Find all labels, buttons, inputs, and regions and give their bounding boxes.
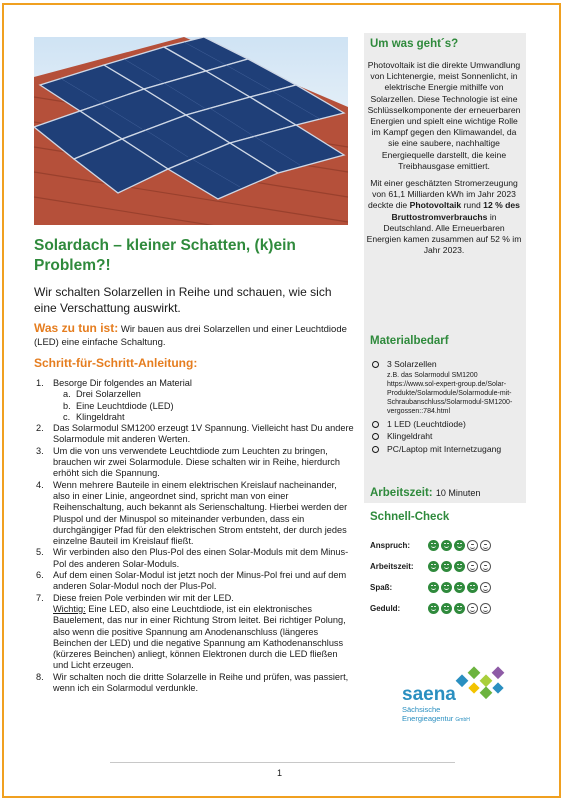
- list-item: 5. Wir verbinden also den Plus-Pol des einen Solar-Moduls mit dem Minus-Pol des anderen Solar-Moduls.: [36, 547, 349, 569]
- smiley-filled-icon: [428, 540, 439, 551]
- list-subitem: b. Eine Leuchtdiode (LED): [63, 400, 174, 411]
- worktime-value: 10 Minuten: [435, 488, 481, 498]
- saena-logo: [398, 662, 516, 728]
- logo-brand: saena: [402, 684, 456, 705]
- smiley-filled-icon: [467, 582, 478, 593]
- list-item: 3. Um die von uns verwendete Leuchtdiode zum Leuchten zu bringen, brauchen wir zwei Solarmodule. Diese schalten wir in Reihe, hierdurch erhöht sich die Spannung.: [36, 445, 340, 479]
- bullet-circle-icon: [372, 446, 379, 453]
- solar-roof-photo: [34, 37, 348, 225]
- list-item: 1. Besorge Dir folgendes an Material: [36, 378, 192, 388]
- steps-heading: Schritt-für-Schritt-Anleitung:: [34, 356, 198, 370]
- page-number: 1: [276, 768, 282, 778]
- note-label: Wichtig:: [53, 603, 86, 614]
- list-subitem: c. Klingeldraht: [63, 411, 125, 422]
- rating-faces: [428, 603, 491, 614]
- lead-paragraph: Wir schalten Solarzellen in Reihe und schauen, wie sich eine Verschattung auswirkt.: [34, 285, 332, 315]
- quick-check-heading: Schnell-Check: [370, 511, 450, 523]
- footer-divider: [110, 762, 455, 763]
- about-heading: Um was geht´s?: [370, 38, 459, 50]
- smiley-filled-icon: [441, 540, 452, 551]
- page-title: Solardach – kleiner Schatten, (k)ein Problem?!: [34, 237, 296, 274]
- rating-row: [370, 535, 530, 555]
- solar-roof-illustration: [34, 37, 348, 225]
- logo-line-2: Energieagentur GmbH: [402, 714, 470, 723]
- task-text: Wir bauen aus drei Solarzellen und einer Leuchtdiode (LED) eine einfache Schaltung.: [34, 324, 347, 348]
- smiley-filled-icon: [454, 603, 465, 614]
- list-item: 6. Auf dem einen Solar-Modul ist jetzt noch der Minus-Pol frei und auf dem anderen Solar-Modul noch der Plus-Pol.: [36, 570, 347, 592]
- smiley-filled-icon: [428, 561, 439, 572]
- about-paragraph-1: Photovoltaik ist die direkte Umwandlung von Lichtenergie, meist Sonnenlicht, in elektrische Energie mithilfe von Solarzellen. Diese Technologie ist eine Schlüsselkomponente der erneuerbaren Energien und spielt eine wichtige Rolle im Kampf gegen den Klimawandel, da sie eine saubere, nachhaltige Energiequelle darstellt, die keine Treibhausgase emittiert.: [367, 60, 521, 171]
- materials-heading: Materialbedarf: [370, 335, 449, 347]
- rating-faces: [428, 540, 491, 551]
- bullet-circle-icon: [372, 421, 379, 428]
- rating-row: [370, 598, 530, 618]
- about-paragraph-2: Mit einer geschätzten Stromerzeugung von 61,1 Milliarden kWh im Jahr 2023 deckte die Photovoltaik rund 12 % des Bruttostromverbrauchs in Deutschland. Alle Erneuerbaren Energien kamen zusammen auf 52 % im Jahr 2023.: [366, 178, 522, 256]
- smiley-outline-icon: [480, 582, 491, 593]
- smiley-outline-icon: [480, 561, 491, 572]
- bullet-circle-icon: [372, 433, 379, 440]
- smiley-filled-icon: [454, 582, 465, 593]
- rating-row: [370, 556, 530, 576]
- steps-list: [34, 378, 354, 694]
- task-label: Was zu tun ist:: [34, 321, 119, 335]
- rating-faces: [428, 582, 491, 593]
- about-text: [366, 60, 522, 262]
- note-text: Eine LED, also eine Leuchtdiode, ist ein elektronisches Bauelement, das nur in einer Richtung Strom leitet. Bei richtiger Polung, also wenn die positive Spannung am Anodenanschluss (längeres Beinchen der LED) und die negative Spannung am Kathodenanschluss (kürzeres Beinchen) anliegt, können Elektronen durch die LED fließen und Licht erzeugen.: [53, 603, 346, 671]
- rating-faces: [428, 561, 491, 572]
- worktime: [370, 487, 480, 499]
- list-item: 2. Das Solarmodul SM1200 erzeugt 1V Spannung. Vielleicht hast Du andere Solarmodule mit anderen Werten.: [36, 423, 354, 445]
- list-item: 3 Solarzellen: [370, 359, 520, 370]
- bullet-circle-icon: [372, 361, 379, 368]
- smiley-outline-icon: [480, 603, 491, 614]
- materials-list: [370, 359, 520, 456]
- rating-label: Geduld:: [370, 603, 401, 613]
- smiley-filled-icon: [441, 582, 452, 593]
- smiley-filled-icon: [428, 603, 439, 614]
- rating-row: [370, 577, 530, 597]
- rating-label: Spaß:: [370, 582, 393, 592]
- worktime-label: Arbeitszeit:: [370, 487, 433, 499]
- logo-line-1: Sächsische: [402, 705, 441, 714]
- smiley-outline-icon: [467, 561, 478, 572]
- smiley-filled-icon: [454, 561, 465, 572]
- task-paragraph: [34, 322, 352, 349]
- list-item: 7. Diese freien Pole verbinden wir mit der LED. Wichtig: Eine LED, also eine Leuchtdiode, ist ein elektronisches Bauelement, das nur in einer Richtung Strom leitet. Bei richtiger Polung, also wenn die positive Spannung am Anodenanschluss (längeres Beinchen der LED) und die negative Spannung am Kathodenanschluss (kürzeres Beinchen) anliegt, können Elektronen durch die LED fließen und Licht erzeugen.: [36, 592, 346, 671]
- smiley-outline-icon: [480, 540, 491, 551]
- list-item: 4. Wenn mehrere Bauteile in einem elektrischen Kreislauf nacheinander, also in einer Linie, angeordnet sind, spricht man von einer Reihenschaltung, auch bekannt als Serienschaltung. Hierbei werden der Pluspol und der Minuspol so miteinander verbunden, dass ein durchgängiger Pfad für den elektrischen Strom entsteht, der durch jedes einzelne Bauteil im Kreislauf fließt.: [36, 479, 348, 547]
- list-item: 8. Wir schalten noch die dritte Solarzelle in Reihe und prüfen, was passiert, wenn ich ein Solarmodul verdunkle.: [36, 671, 349, 694]
- rating-label: Arbeitszeit:: [370, 561, 414, 571]
- list-item: Klingeldraht: [370, 431, 520, 442]
- rating-label: Anspruch:: [370, 540, 410, 550]
- smiley-filled-icon: [441, 603, 452, 614]
- smiley-outline-icon: [467, 603, 478, 614]
- list-item: 1 LED (Leuchtdiode): [370, 419, 520, 430]
- material-note: z.B. das Solarmodul SM1200 https://www.sol-expert-group.de/Solar-Produkte/Solarmodule/Solarmodule-mit-Schraubanschluss/Solarmodul-SM1200-vergossen::784.html: [387, 372, 513, 416]
- smiley-filled-icon: [454, 540, 465, 551]
- list-item: PC/Laptop mit Internetzugang: [370, 444, 520, 455]
- list-subitem: a. Drei Solarzellen: [63, 389, 141, 400]
- smiley-filled-icon: [441, 561, 452, 572]
- smiley-filled-icon: [428, 582, 439, 593]
- smiley-outline-icon: [467, 540, 478, 551]
